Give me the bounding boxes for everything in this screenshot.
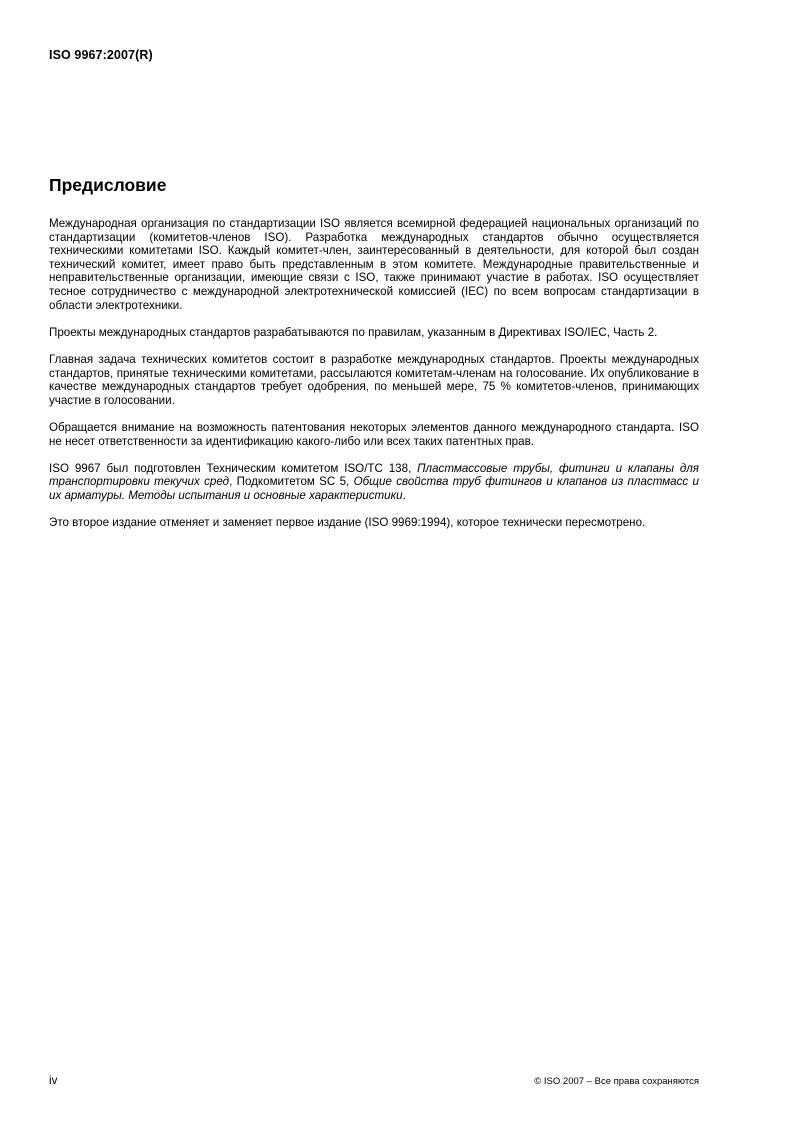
committee-name-italic: Пластмассовые трубы, фитинги и клапаны для транспортировки текучих сред — [49, 461, 699, 489]
paragraph-edition: Это второе издание отменяет и заменяет первое издание (ISO 9969:1994), которое технически пересмотрено. — [49, 516, 646, 530]
paragraph-preparation — [49, 462, 699, 503]
preparation-text-1: ISO 9967 был подготовлен Техническим комитетом ISO/TC 138, — [49, 461, 418, 475]
subcommittee-name-italic: Общие свойства труб фитингов и клапанов из пластмасс и их арматуры. Методы испытания и основные характеристики — [49, 475, 699, 502]
paragraph-directives: Проекты международных стандартов разрабатываются по правилам, указанным в Директивах ISO/IEC, Часть 2. — [49, 325, 658, 339]
paragraph-committee-task: Главная задача технических комитетов состоит в разработке международных стандартов. Проекты международных стандартов, принятые техническими комитетами, рассылаются комитетам-членам на голосование. Их опубликование в качестве международных стандартов требует одобрения, по меньшей мере, 75 % комитетов-членов, принимающих участие в голосовании. — [49, 352, 699, 407]
page-number: iv — [49, 1074, 58, 1087]
copyright-notice: © ISO 2007 – Все права сохраняются — [534, 1076, 699, 1087]
paragraph-patent-notice: Обращается внимание на возможность патентования некоторых элементов данного международного стандарта. ISO не несет ответственности за идентификацию какого-либо или всех таких патентных прав. — [49, 420, 699, 448]
paragraph-iso-overview: Международная организация по стандартизации ISO является всемирной федерацией национальных организаций по стандартизации (комитетов-членов ISO). Разработка международных стандартов обычно осуществляется техническими комитетами ISO. Каждый комитет-член, заинтересованный в деятельности, для которой был создан технический комитет, имеет право быть представленным в этом комитете. Международные правительственные и неправительственные организации, имеющие связи с ISO, также принимают участие в работах. ISO осуществляет тесное сотрудничество с международной электротехнической комиссией (IEC) по всем вопросам стандартизации в области электротехники. — [49, 217, 699, 312]
foreword-body — [49, 217, 699, 530]
preparation-text-3: . — [402, 488, 406, 502]
preparation-text-2: , Подкомитетом SC 5, — [229, 475, 354, 489]
document-id-header: ISO 9967:2007(R) — [49, 48, 153, 62]
foreword-title: Предисловие — [49, 175, 167, 195]
